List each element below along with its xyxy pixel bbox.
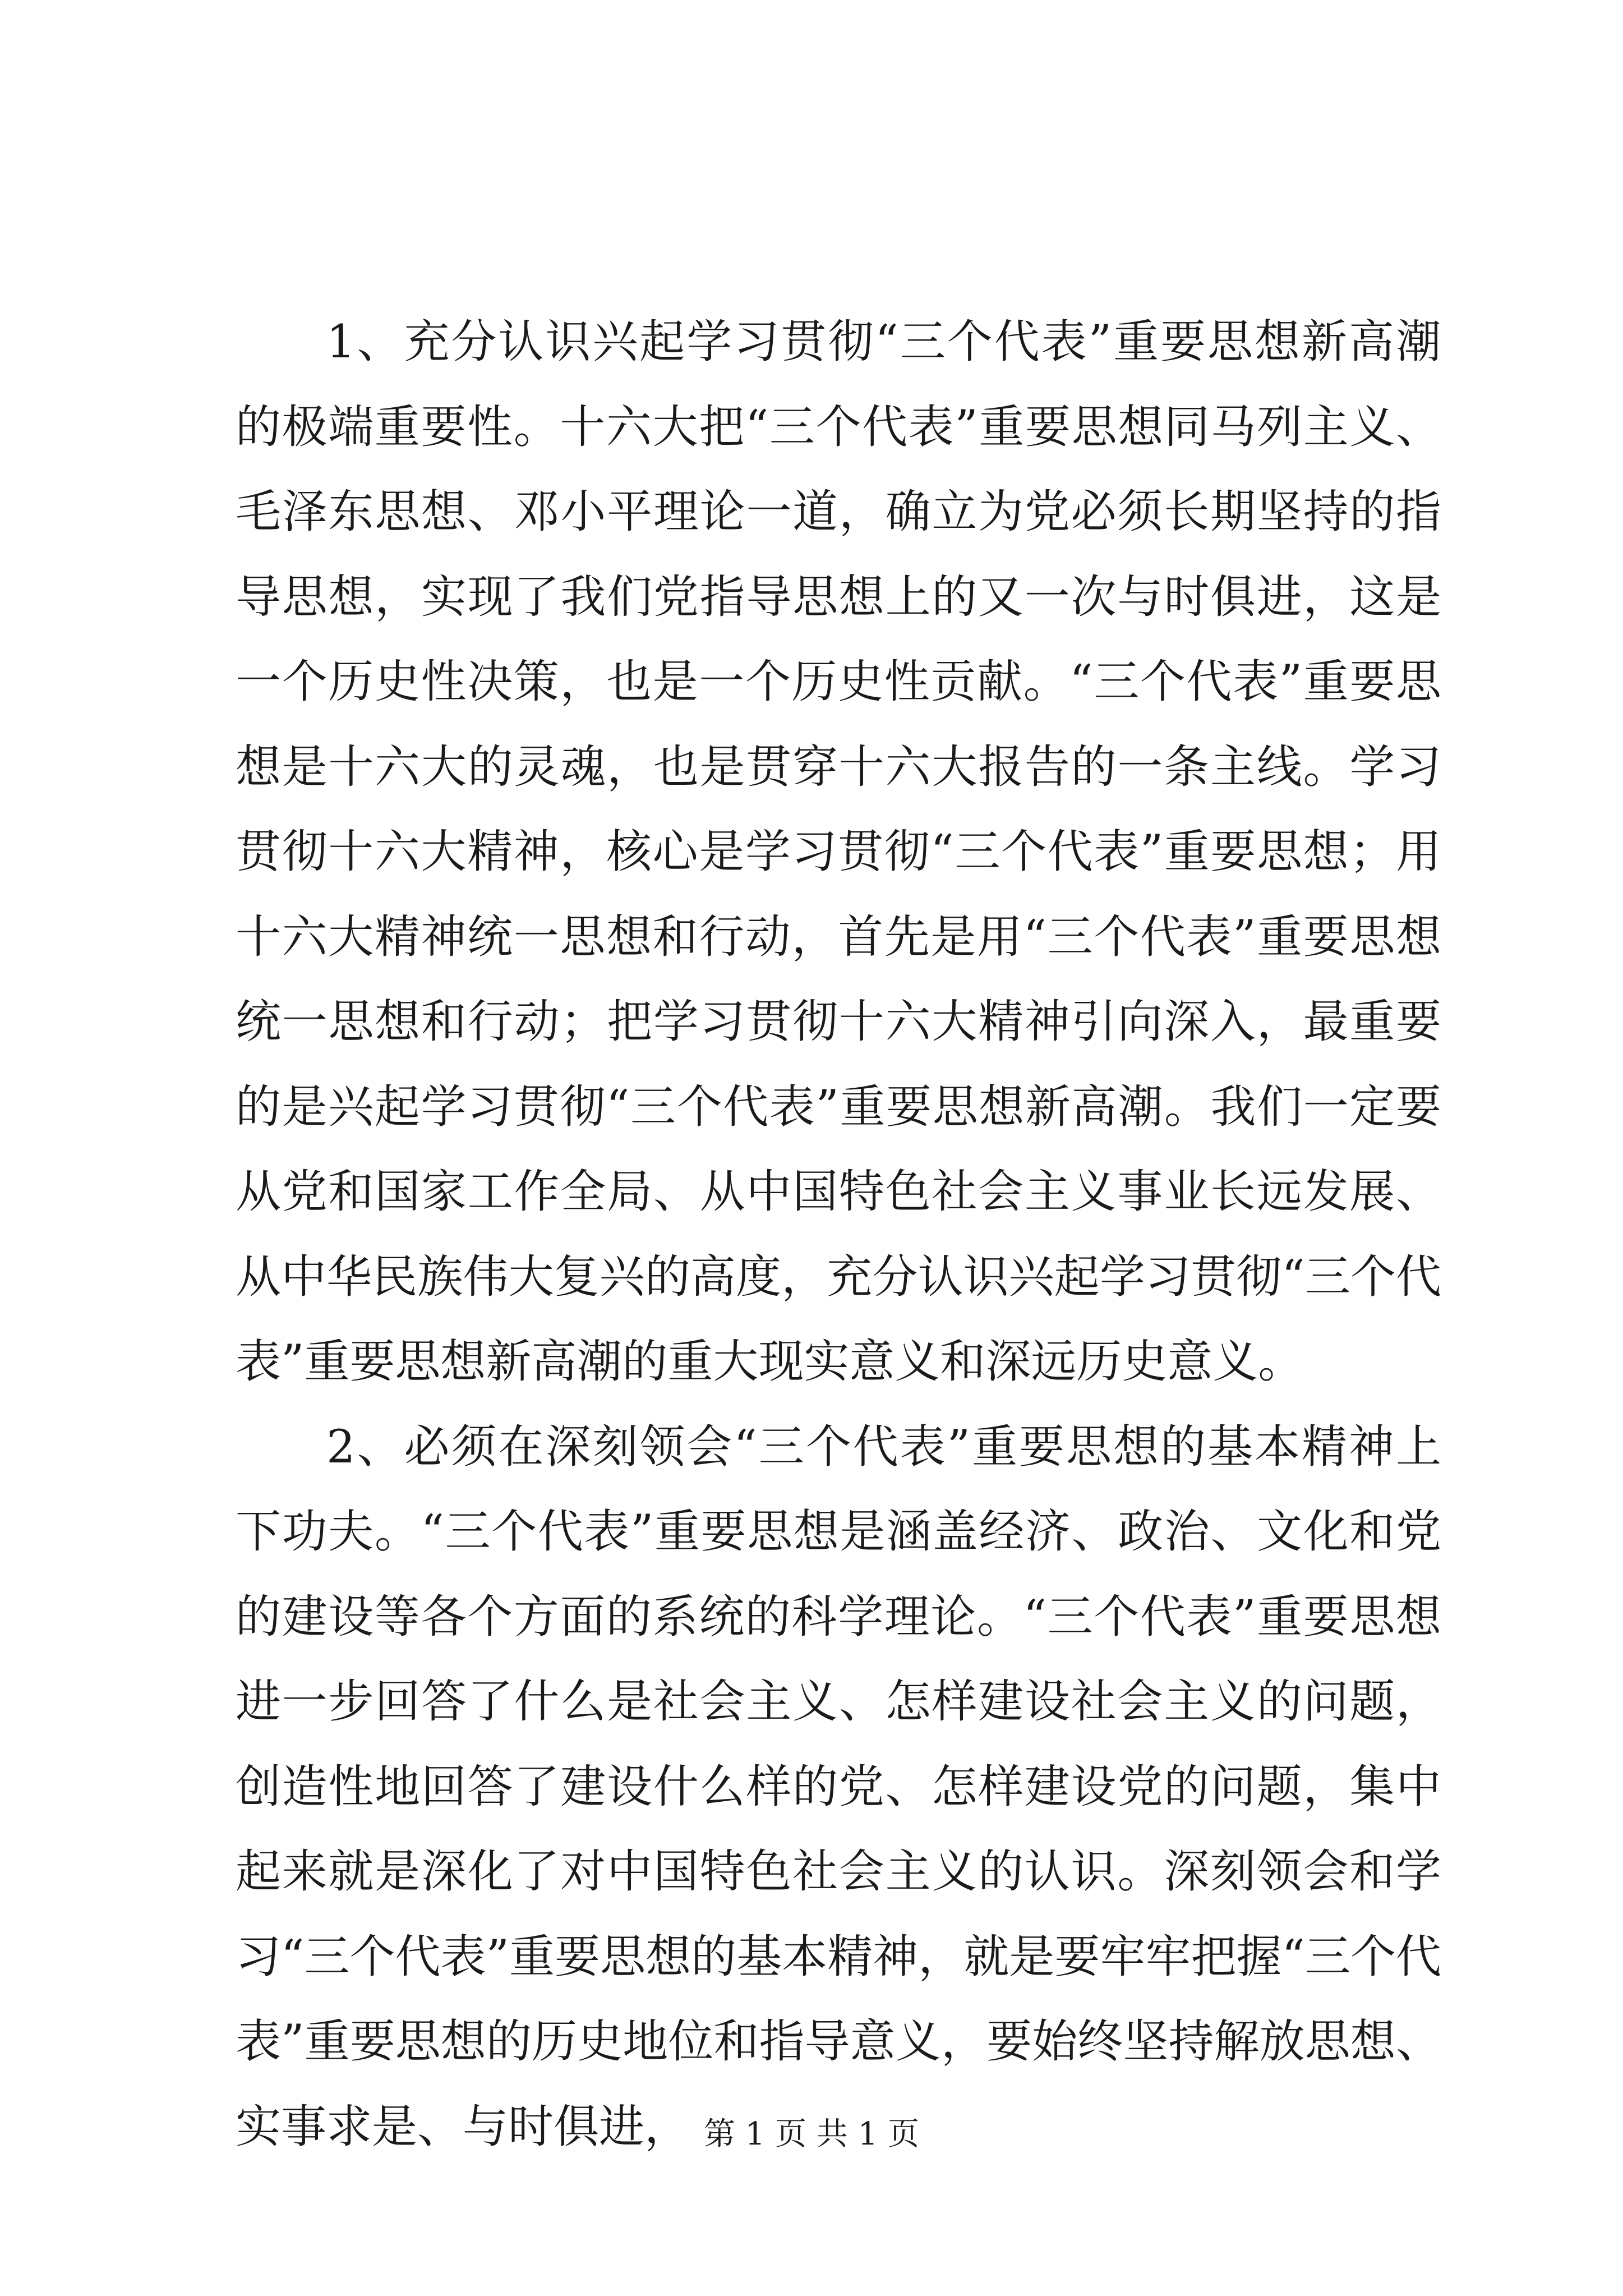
page-footer: 第 1 页 共 1 页: [703, 2116, 920, 2152]
paragraph-2: 2、必须在深刻领会“三个代表”重要思想的基本精神上下功夫。“三个代表”重要思想是涵盖经济、政治、文化和党的建设等各个方面的系统的科学理论。“三个代表”重要思想进一步回答了什么是社会主义、怎样建设社会主义的问题，创造性地回答了建设什么样的党、怎样建设党的问题，集中起来就是深化了对中国特色社会主义的认识。深刻领会和学习“三个代表”重要思想的基本精神，就是要牢牢把握“三个代表”重要思想的历史地位和指导意义，要始终坚持解放思想、实事求是、与时俱进，: [236, 1420, 1441, 2154]
paragraph-1: 1、充分认识兴起学习贯彻“三个代表”重要思想新高潮的极端重要性。十六大把“三个代表”重要思想同马列主义、毛泽东思想、邓小平理论一道，确立为党必须长期坚持的指导思想，实现了我们党指导思想上的又一次与时俱进，这是一个历史性决策，也是一个历史性贡献。“三个代表”重要思想是十六大的灵魂，也是贯穿十六大报告的一条主线。学习贯彻十六大精神，核心是学习贯彻“三个代表”重要思想；用十六大精神统一思想和行动，首先是用“三个代表”重要思想统一思想和行动；把学习贯彻十六大精神引向深入，最重要的是兴起学习贯彻“三个代表”重要思想新高潮。我们一定要从党和国家工作全局、从中国特色社会主义事业长远发展、从中华民族伟大复兴的高度，充分认识兴起学习贯彻“三个代表”重要思想新高潮的重大现实意义和深远历史意义。: [236, 316, 1441, 1388]
document-body: [236, 300, 1441, 2170]
